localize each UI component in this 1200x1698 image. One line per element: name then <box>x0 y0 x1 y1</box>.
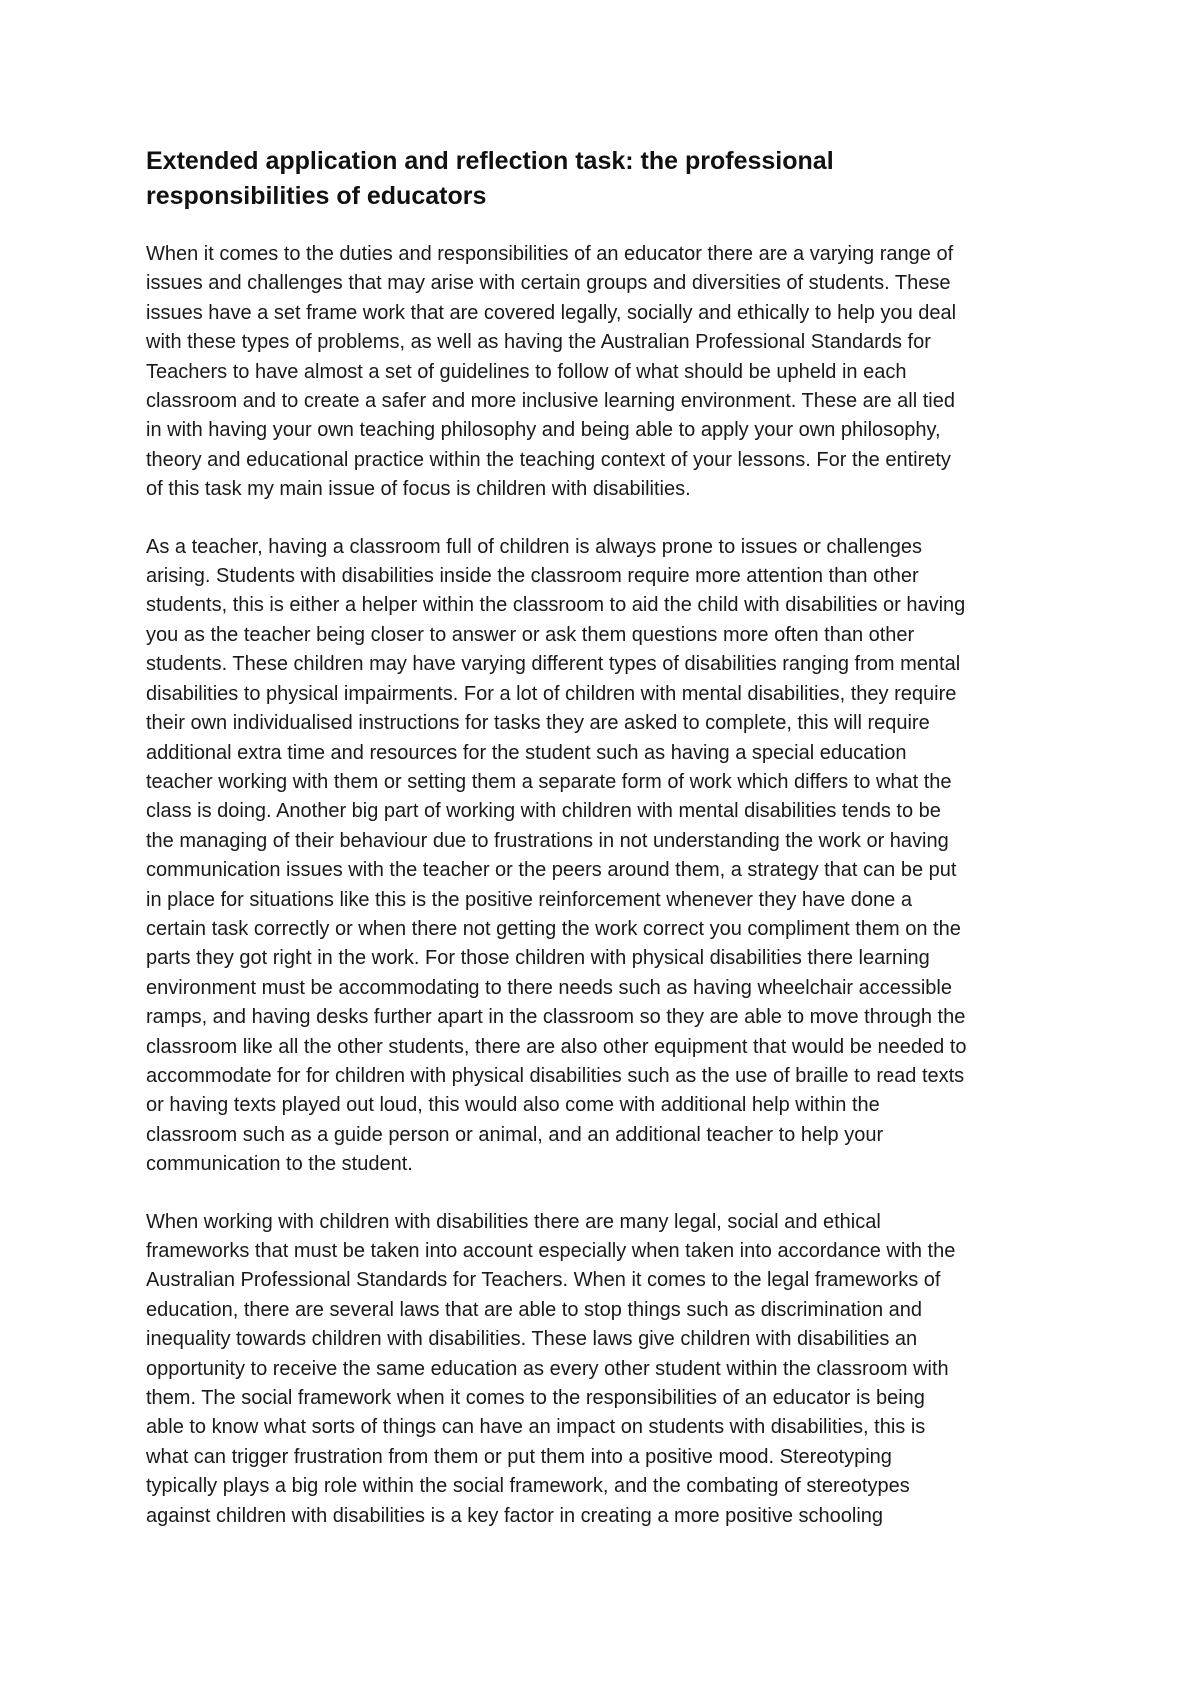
text-line: them. The social framework when it comes to the responsibilities of an educator is being <box>146 1387 925 1410</box>
text-line: additional extra time and resources for the student such as having a special education <box>146 741 907 764</box>
text-line: the managing of their behaviour due to frustrations in not understanding the work or having <box>146 829 949 852</box>
paragraph-intro <box>146 240 1076 505</box>
text-line: opportunity to receive the same education as every other student within the classroom with <box>146 1357 949 1380</box>
text-line: certain task correctly or when there not getting the work correct you compliment them on the <box>146 917 961 940</box>
text-line: arising. Students with disabilities inside the classroom require more attention than other <box>146 565 919 588</box>
text-line: in with having your own teaching philosophy and being able to apply your own philosophy, <box>146 419 941 442</box>
text-line: able to know what sorts of things can have an impact on students with disabilities, this is <box>146 1416 926 1439</box>
text-line: their own individualised instructions for tasks they are asked to complete, this will require <box>146 712 930 735</box>
text-line: When working with children with disabilities there are many legal, social and ethical <box>146 1210 881 1233</box>
text-line: Teachers to have almost a set of guidelines to follow of what should be upheld in each <box>146 360 907 383</box>
text-line: classroom like all the other students, there are also other equipment that would be needed to <box>146 1035 967 1058</box>
text-line: in place for situations like this is the positive reinforcement whenever they have done a <box>146 888 912 911</box>
text-line: class is doing. Another big part of working with children with mental disabilities tends to be <box>146 800 941 823</box>
text-line: students. These children may have varying different types of disabilities ranging from mental <box>146 653 961 676</box>
text-line: theory and educational practice within the teaching context of your lessons. For the entirety <box>146 448 951 471</box>
text-line: of this task my main issue of focus is children with disabilities. <box>146 478 691 501</box>
text-line: Australian Professional Standards for Teachers. When it comes to the legal frameworks of <box>146 1269 941 1292</box>
title-line: Extended application and reflection task: the professional <box>146 147 834 175</box>
text-line: environment must be accommodating to there needs such as having wheelchair accessible <box>146 976 952 999</box>
paragraph-classroom-challenges <box>146 533 1076 1180</box>
document-title <box>146 144 1076 214</box>
text-line: parts they got right in the work. For those children with physical disabilities there learning <box>146 947 930 970</box>
text-line: you as the teacher being closer to answer or ask them questions more often than other <box>146 623 915 646</box>
text-line: what can trigger frustration from them or put them into a positive mood. Stereotyping <box>146 1445 892 1468</box>
title-line: responsibilities of educators <box>146 182 487 210</box>
text-line: communication to the student. <box>146 1153 413 1176</box>
paragraph-frameworks <box>146 1208 1076 1531</box>
text-line: As a teacher, having a classroom full of children is always prone to issues or challenges <box>146 535 922 558</box>
text-line: students, this is either a helper within the classroom to aid the child with disabilities or having <box>146 594 966 617</box>
text-line: education, there are several laws that are able to stop things such as discrimination and <box>146 1298 922 1321</box>
text-line: classroom and to create a safer and more inclusive learning environment. These are all tied <box>146 390 955 413</box>
text-line: inequality towards children with disabilities. These laws give children with disabilities an <box>146 1328 918 1351</box>
text-line: accommodate for for children with physical disabilities such as the use of braille to read texts <box>146 1064 965 1087</box>
text-line: disabilities to physical impairments. For a lot of children with mental disabilities, they require <box>146 682 957 705</box>
text-line: issues have a set frame work that are covered legally, socially and ethically to help you deal <box>146 301 957 324</box>
text-line: against children with disabilities is a key factor in creating a more positive schooling <box>146 1504 884 1527</box>
text-line: classroom such as a guide person or animal, and an additional teacher to help your <box>146 1123 884 1146</box>
text-line: ramps, and having desks further apart in the classroom so they are able to move through the <box>146 1006 966 1029</box>
text-line: When it comes to the duties and responsibilities of an educator there are a varying range of <box>146 243 954 265</box>
text-line: teacher working with them or setting them a separate form of work which differs to what the <box>146 770 952 793</box>
text-line: typically plays a big role within the social framework, and the combating of stereotypes <box>146 1475 910 1498</box>
text-line: or having texts played out loud, this would also come with additional help within the <box>146 1094 880 1117</box>
document-body <box>146 144 1076 1559</box>
text-line: issues and challenges that may arise with certain groups and diversities of students. These <box>146 272 951 295</box>
text-line: frameworks that must be taken into account especially when taken into accordance with the <box>146 1240 956 1262</box>
text-line: with these types of problems, as well as having the Australian Professional Standards for <box>146 331 931 354</box>
text-line: communication issues with the teacher or the peers around them, a strategy that can be put <box>146 859 957 882</box>
